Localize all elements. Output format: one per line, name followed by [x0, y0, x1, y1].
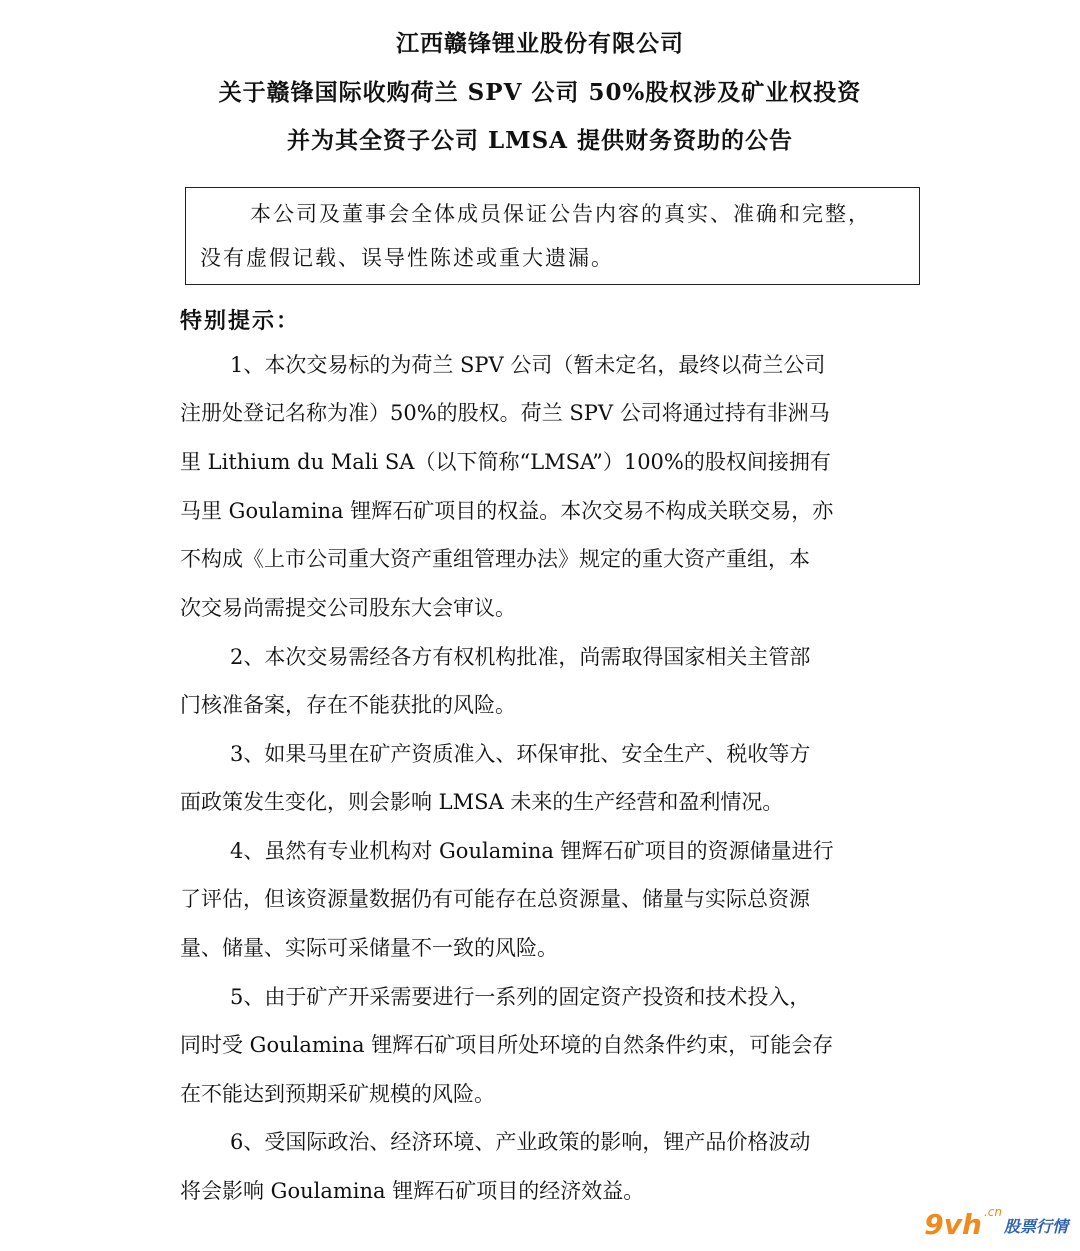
item-5-line-3: 在不能达到预期采矿规模的风险。 — [180, 1082, 495, 1106]
item-1-line-6: 次交易尚需提交公司股东大会审议。 — [180, 596, 516, 620]
special-notice-heading: 特别提示： — [180, 308, 301, 334]
item-1-line-2: 注册处登记名称为准）50%的股权。荷兰 SPV 公司将通过持有非洲马 — [180, 401, 830, 425]
item-5-line-2: 同时受 Goulamina 锂辉石矿项目所处环境的自然条件约束，可能会存 — [180, 1033, 834, 1057]
item-3-line-1: 3、如果马里在矿产资质准入、环保审批、安全生产、税收等方 — [230, 742, 811, 766]
announcement-title-line1: 关于赣锋国际收购荷兰 SPV 公司 50%股权涉及矿业权投资 — [218, 79, 862, 106]
item-5-line-1: 5、由于矿产开采需要进行一系列的固定资产投资和技术投入， — [230, 985, 811, 1009]
site-watermark — [924, 1205, 1068, 1239]
announcement-title-line2: 并为其全资子公司 LMSA 提供财务资助的公告 — [286, 127, 794, 154]
item-2-line-2: 门核准备案，存在不能获批的风险。 — [180, 693, 516, 717]
board-guarantee-box — [185, 187, 920, 285]
item-1-line-5: 不构成《上市公司重大资产重组管理办法》规定的重大资产重组，本 — [180, 547, 810, 571]
guarantee-line-1: 本公司及董事会全体成员保证公告内容的真实、准确和完整， — [250, 202, 871, 226]
item-4-line-3: 量、储量、实际可采储量不一致的风险。 — [180, 936, 558, 960]
item-1-line-3: 里 Lithium du Mali SA（以下简称“LMSA”）100%的股权间接拥有 — [180, 450, 831, 474]
item-1-line-4: 马里 Goulamina 锂辉石矿项目的权益。本次交易不构成关联交易，亦 — [180, 499, 834, 523]
item-4-line-2: 了评估，但该资源量数据仍有可能存在总资源量、储量与实际总资源 — [180, 887, 810, 911]
company-name: 江西赣锋锂业股份有限公司 — [396, 30, 684, 57]
item-6-line-2: 将会影响 Goulamina 锂辉石矿项目的经济效益。 — [180, 1179, 645, 1203]
item-3-line-2: 面政策发生变化，则会影响 LMSA 未来的生产经营和盈利情况。 — [180, 790, 784, 814]
item-2-line-1: 2、本次交易需经各方有权机构批准，尚需取得国家相关主管部 — [230, 645, 811, 669]
guarantee-line-2: 没有虚假记载、误导性陈述或重大遗漏。 — [200, 246, 614, 270]
watermark-brand: 9vh — [924, 1208, 982, 1241]
item-4-line-1: 4、虽然有专业机构对 Goulamina 锂辉石矿项目的资源储量进行 — [230, 839, 834, 863]
watermark-domain: .cn — [983, 1205, 1002, 1219]
watermark-text: 股票行情 — [1003, 1217, 1068, 1236]
item-1-line-1: 1、本次交易标的为荷兰 SPV 公司（暂未定名，最终以荷兰公司 — [230, 353, 826, 377]
item-6-line-1: 6、受国际政治、经济环境、产业政策的影响，锂产品价格波动 — [230, 1130, 811, 1154]
